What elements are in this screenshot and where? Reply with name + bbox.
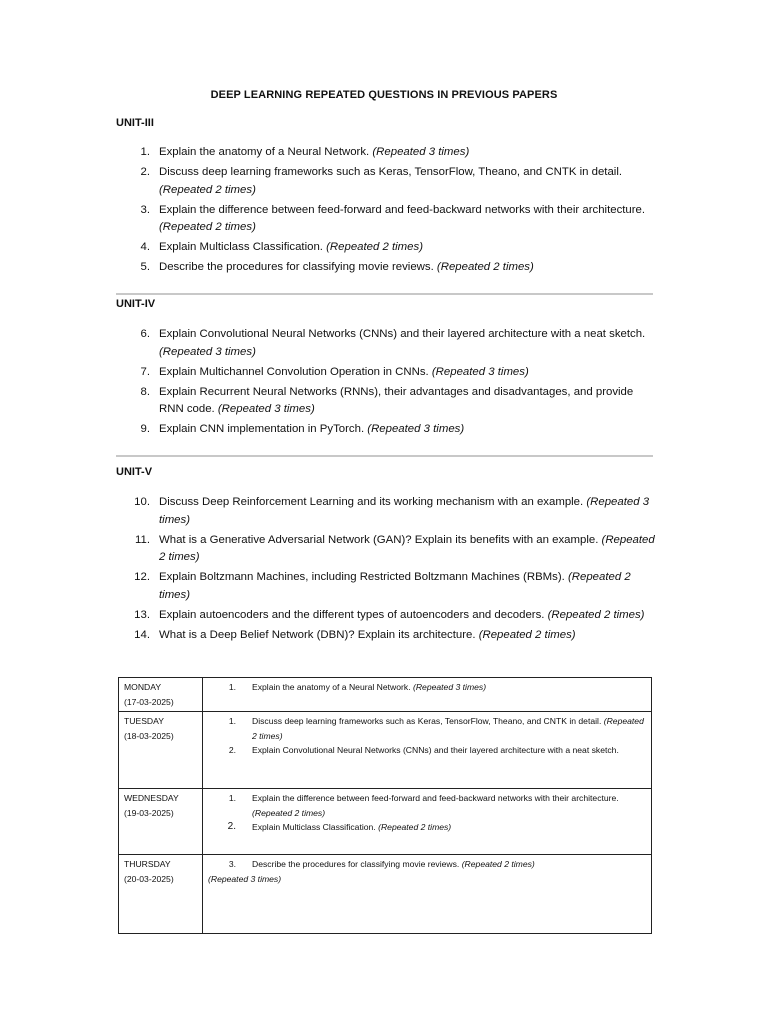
day-name: MONDAY [124, 682, 162, 692]
schedule-table [118, 677, 652, 934]
question-item: 4. Explain Multiclass Classification. (Repeated 2 times) [140, 241, 423, 254]
day-date: (17-03-2025) [124, 696, 174, 707]
question-item: 5. Describe the procedures for classifying movie reviews. (Repeated 2 times) [140, 261, 534, 274]
topics-cell [203, 855, 652, 934]
question-item: 12. Explain Boltzmann Machines, including Restricted Boltzmann Machines (RBMs). (Repeated 2 times) [134, 571, 631, 601]
question-item: 8. Explain Recurrent Neural Networks (RNNs), their advantages and disadvantages, and provide RNN code. (Repeated 3 times) [140, 385, 634, 416]
day-cell [119, 678, 203, 712]
day-name: WEDNESDAY [124, 793, 179, 803]
topics-cell [203, 789, 652, 855]
topic-item: 3. Describe the procedures for classifying movie reviews. (Repeated 2 times) [228, 859, 535, 869]
topic-item: 1. Explain the anatomy of a Neural Network. (Repeated 3 times) [228, 682, 487, 692]
document-title: DEEP LEARNING REPEATED QUESTIONS IN PREVIOUS PAPERS [210, 89, 558, 101]
table-row [119, 789, 652, 855]
topics-cell [203, 712, 652, 789]
table-row [119, 678, 652, 712]
topics-cell [203, 678, 652, 712]
unit-5-question-list [128, 494, 658, 647]
topic-item: 2. Explain Multiclass Classification. (Repeated 2 times) [227, 821, 452, 832]
unit-4-question-list [128, 326, 658, 441]
day-cell [119, 855, 203, 934]
day-date: (20-03-2025) [124, 873, 174, 884]
question-item: 11. What is a Generative Adversarial Network (GAN)? Explain its benefits with an example. (Repeated 2 times) [135, 533, 655, 564]
section-divider [116, 293, 653, 295]
topic-item: 1. Discuss deep learning frameworks such as Keras, TensorFlow, Theano, and CNTK in detail. (Repeated 2 times) [228, 716, 644, 741]
topic-item: 2. Explain Convolutional Neural Networks (CNNs) and their layered architecture with a neat sketch. [228, 745, 619, 755]
question-item: 10. Discuss Deep Reinforcement Learning and its working mechanism with an example. (Repeated 3 times) [134, 496, 650, 526]
unit-heading-5: UNIT-V [116, 466, 153, 478]
question-item: 13. Explain autoencoders and the different types of autoencoders and decoders. (Repeated 2 times) [134, 608, 645, 621]
unit-heading-3: UNIT-III [116, 117, 154, 129]
day-date: (19-03-2025) [124, 807, 174, 818]
day-cell [119, 712, 203, 789]
trailing-repeat-note: (Repeated 3 times) [208, 873, 282, 884]
question-item: 2. Discuss deep learning frameworks such as Keras, TensorFlow, Theano, and CNTK in detail. (Repeated 2 times) [140, 166, 623, 196]
day-name: THURSDAY [124, 859, 171, 869]
question-item: 6. Explain Convolutional Neural Networks (CNNs) and their layered architecture with a neat sketch. (Repeated 3 times) [140, 328, 646, 358]
question-item: 14. What is a Deep Belief Network (DBN)? Explain its architecture. (Repeated 2 times) [134, 628, 576, 641]
table-row [119, 855, 652, 934]
question-item: 1. Explain the anatomy of a Neural Network. (Repeated 3 times) [140, 146, 470, 158]
section-divider [116, 455, 653, 457]
question-item: 3. Explain the difference between feed-forward and feed-backward networks with their architecture. (Repeated 2 times) [140, 203, 646, 234]
unit-3-question-list [128, 144, 658, 279]
day-cell [119, 789, 203, 855]
day-date: (18-03-2025) [124, 730, 174, 741]
day-name: TUESDAY [124, 716, 164, 726]
table-row [119, 712, 652, 789]
question-item: 9. Explain CNN implementation in PyTorch. (Repeated 3 times) [140, 423, 465, 436]
topic-item: 1. Explain the difference between feed-forward and feed-backward networks with their architecture. (Repeated 2 times) [228, 793, 619, 818]
unit-heading-4: UNIT-IV [116, 298, 156, 310]
question-item: 7. Explain Multichannel Convolution Operation in CNNs. (Repeated 3 times) [140, 365, 529, 378]
